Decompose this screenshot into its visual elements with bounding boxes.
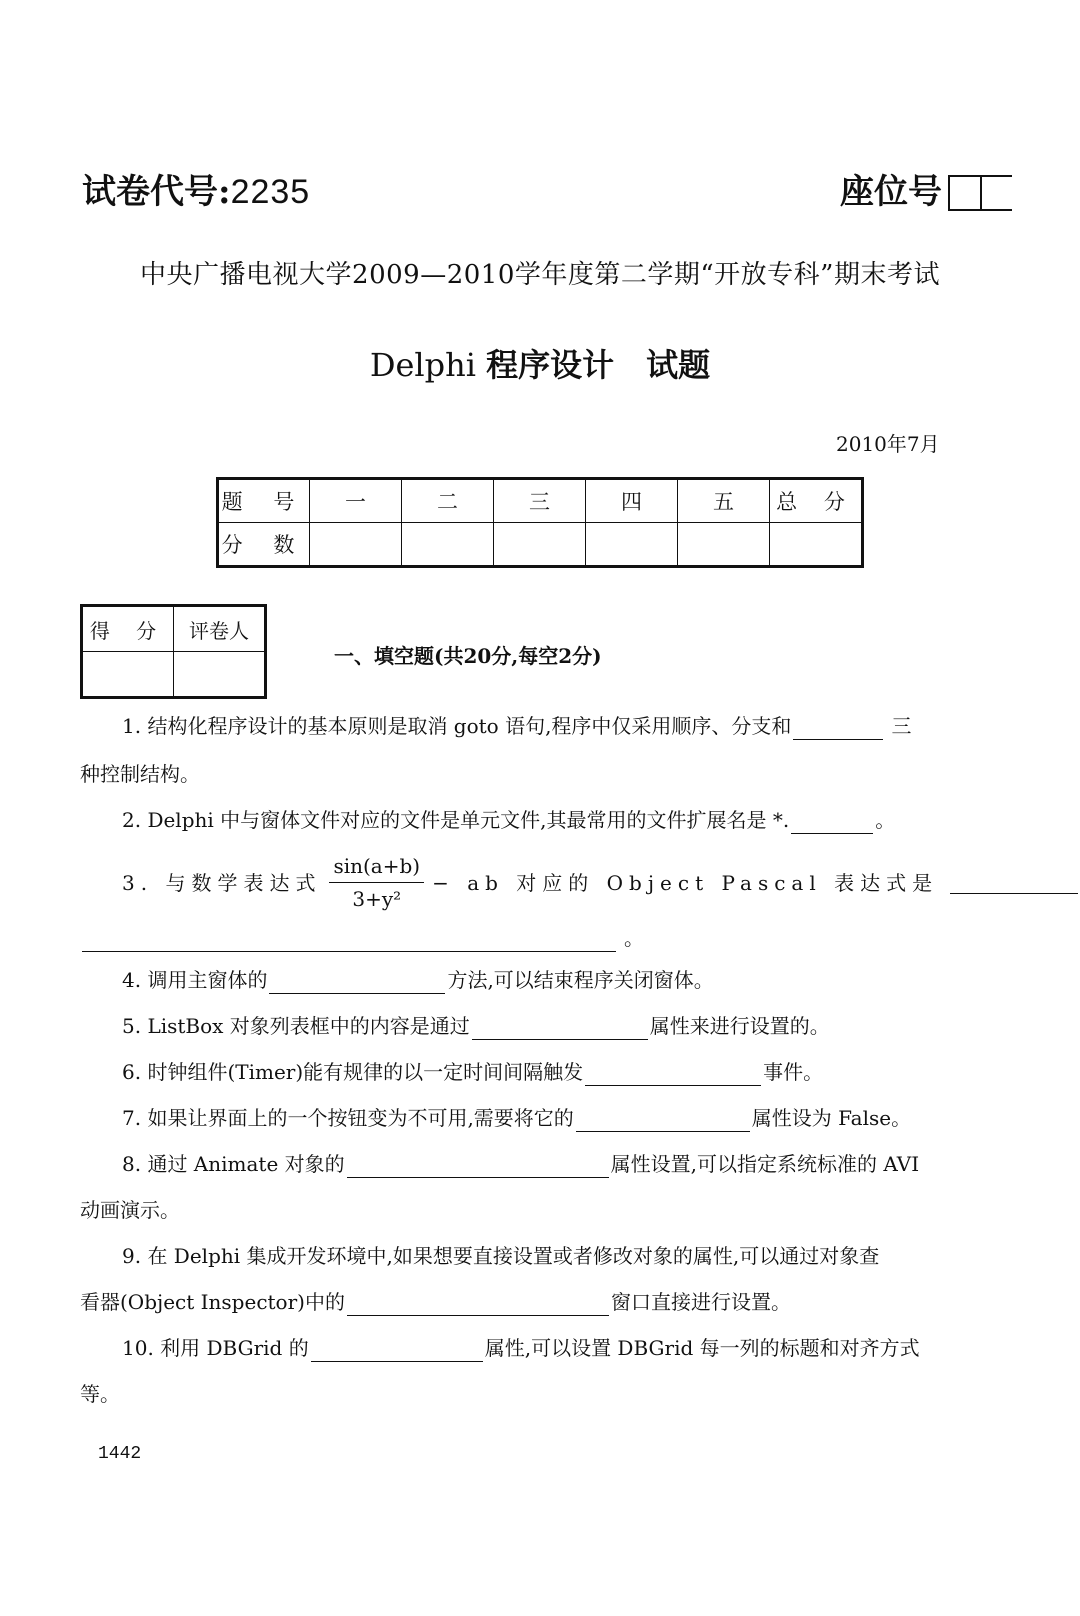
question-text: 4. 调用主窗体的 (122, 968, 268, 992)
question-text: 5. ListBox 对象列表框中的内容是通过 (122, 1014, 470, 1038)
score-cell-empty[interactable] (770, 523, 863, 567)
exam-subtitle: 中央广播电视大学2009—2010学年度第二学期“开放专科”期末考试 (140, 260, 940, 290)
answer-blank[interactable] (950, 871, 1078, 894)
question-9: 9. 在 Delphi 集成开发环境中,如果想要直接设置或者修改对象的属性,可以通过对象查 (122, 1244, 880, 1268)
question-text: 窗口直接进行设置。 (610, 1290, 791, 1314)
score-cell-header: 一 (310, 479, 402, 523)
answer-blank[interactable] (576, 1109, 750, 1132)
question-text: 1. 结构化程序设计的基本原则是取消 goto 语句,程序中仅采用顺序、分支和 (122, 714, 792, 738)
question-9-cont (80, 1288, 791, 1316)
score-cell-label: 分 数 (218, 523, 310, 567)
answer-blank[interactable] (585, 1063, 761, 1086)
question-10 (122, 1334, 920, 1362)
question-3 (122, 852, 1080, 913)
score-cell-label: 题 号 (218, 479, 310, 523)
paper-code-label: 试卷代号: (82, 172, 231, 212)
question-10-cont: 等。 (80, 1382, 120, 1406)
question-text: 属性设置,可以指定系统标准的 AVI (610, 1152, 920, 1176)
question-4 (122, 966, 714, 994)
answer-blank[interactable] (311, 1339, 483, 1362)
grader-label: 评卷人 (174, 606, 266, 652)
seat-number (840, 164, 1012, 213)
score-cell-empty[interactable] (494, 523, 586, 567)
answer-blank[interactable] (82, 929, 616, 952)
score-cell-header: 四 (586, 479, 678, 523)
question-text: 。 (875, 808, 896, 832)
seat-boxes[interactable] (948, 175, 1012, 211)
exam-title-latin: Delphi (369, 346, 487, 384)
seat-label: 座位号 (840, 172, 942, 212)
question-text: 三 (891, 714, 912, 738)
question-text: 属性设为 False。 (751, 1106, 912, 1130)
question-text: 7. 如果让界面上的一个按钮变为不可用,需要将它的 (122, 1106, 574, 1130)
seat-box[interactable] (980, 175, 1012, 211)
math-fraction (329, 852, 424, 913)
question-text: 属性来进行设置的。 (649, 1014, 830, 1038)
question-text: 看器(Object Inspector)中的 (80, 1290, 345, 1314)
seat-box[interactable] (948, 175, 980, 211)
question-text: 方法,可以结束程序关闭窗体。 (447, 968, 714, 992)
question-text: 属性,可以设置 DBGrid 每一列的标题和对齐方式 (484, 1336, 920, 1360)
section-title: 一、填空题(共20分,每空2分) (334, 644, 602, 668)
score-cell-empty[interactable] (310, 523, 402, 567)
question-text: 事件。 (763, 1060, 824, 1084)
question-8 (122, 1150, 919, 1178)
exam-date: 2010年7月 (836, 432, 940, 456)
paper-code (82, 164, 310, 213)
score-cell-header: 二 (402, 479, 494, 523)
answer-blank[interactable] (269, 971, 445, 994)
question-text: 6. 时钟组件(Timer)能有规律的以一定时间间隔触发 (122, 1060, 584, 1084)
grader-table (80, 604, 267, 699)
question-1-cont: 种控制结构。 (80, 762, 200, 786)
score-cell-header: 五 (678, 479, 770, 523)
score-table-value-row (218, 523, 863, 567)
page-number: 1442 (98, 1444, 142, 1464)
question-6 (122, 1058, 823, 1086)
answer-blank[interactable] (793, 717, 883, 740)
question-1 (122, 712, 911, 740)
question-text: 。 (624, 926, 644, 950)
question-3-cont (80, 924, 644, 952)
question-text: 10. 利用 DBGrid 的 (122, 1336, 309, 1360)
question-5 (122, 1012, 830, 1040)
answer-blank[interactable] (472, 1017, 648, 1040)
question-7 (122, 1104, 911, 1132)
score-table (216, 477, 864, 568)
question-text: 8. 通过 Animate 对象的 (122, 1152, 345, 1176)
answer-blank[interactable] (347, 1155, 609, 1178)
exam-title (0, 340, 1080, 386)
score-cell-empty[interactable] (678, 523, 770, 567)
paper-code-value: 2235 (230, 173, 311, 211)
score-cell-header: 总 分 (770, 479, 863, 523)
answer-blank[interactable] (347, 1293, 609, 1316)
fraction-denominator: 3+y² (352, 887, 402, 911)
grader-score-label: 得 分 (82, 606, 174, 652)
answer-blank[interactable] (791, 811, 873, 834)
fraction-numerator: sin(a+b) (329, 852, 424, 883)
question-2 (122, 806, 895, 834)
question-text: − ab 对应的 Object Pascal 表达式是 (432, 870, 939, 895)
score-cell-empty[interactable] (586, 523, 678, 567)
question-text: 3. 与数学表达式 (122, 870, 322, 895)
score-table-header-row (218, 479, 863, 523)
question-text: 2. Delphi 中与窗体文件对应的文件是单元文件,其最常用的文件扩展名是 *. (122, 808, 790, 832)
exam-title-cn: 程序设计 试题 (486, 346, 711, 384)
score-cell-header: 三 (494, 479, 586, 523)
question-8-cont: 动画演示。 (80, 1198, 180, 1222)
score-cell-empty[interactable] (402, 523, 494, 567)
grader-score-cell[interactable] (82, 652, 174, 698)
grader-name-cell[interactable] (174, 652, 266, 698)
